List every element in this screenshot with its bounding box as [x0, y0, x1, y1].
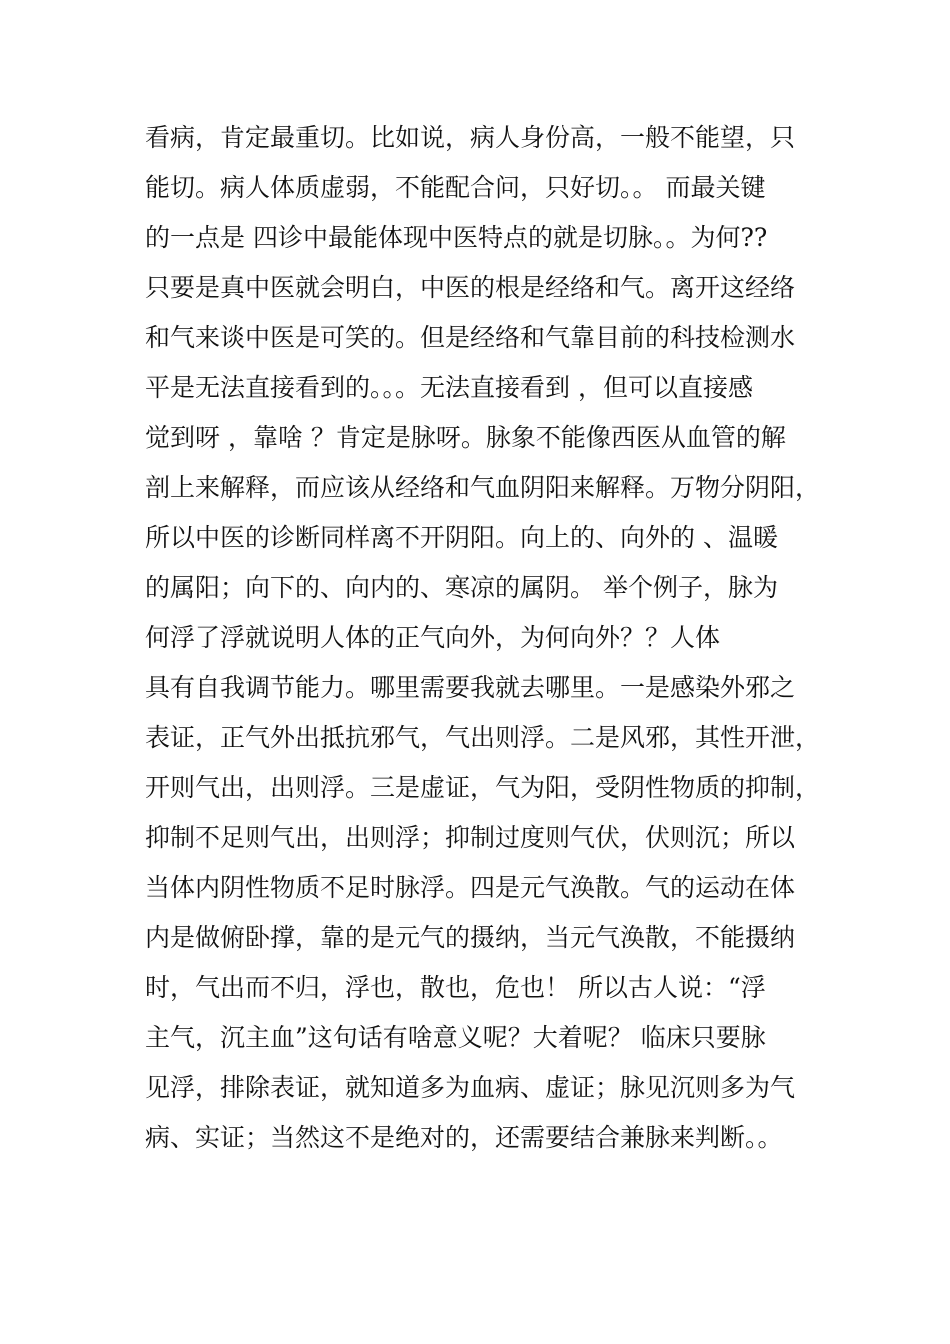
text-line: 具有自我调节能力。哪里需要我就去哪里。一是感染外邪之 — [145, 673, 796, 702]
text-line: 的一点是 四诊中最能体现中医特点的就是切脉。。为何?? — [145, 223, 768, 252]
text-line: 内是做俯卧撑，靠的是元气的摄纳，当元气涣散，不能摄纳 — [145, 923, 796, 952]
text-line: 主气，沉主血”这句话有啥意义呢？大着呢？ 临床只要脉 — [145, 1023, 766, 1052]
text-line: 只要是真中医就会明白，中医的根是经络和气。离开这经络 — [145, 273, 796, 302]
body-text — [145, 113, 825, 1163]
text-line: 时，气出而不归，浮也，散也，危也！ 所以古人说：“浮 — [145, 973, 766, 1002]
text-line: 平是无法直接看到的。。。无法直接看到 ，但可以直接感 — [145, 373, 753, 402]
text-line: 何浮了浮就说明人体的正气向外，为何向外？？人体 — [145, 623, 721, 652]
text-line: 看病，肯定最重切。比如说，病人身份高，一般不能望，只 — [145, 123, 796, 152]
text-line: 的属阳；向下的、向内的、寒凉的属阴。 举个例子，脉为 — [145, 573, 778, 602]
text-line: 能切。病人体质虚弱，不能配合问，只好切。。 而最关键 — [145, 173, 766, 202]
text-line: 抑制不足则气出，出则浮；抑制过度则气伏，伏则沉；所以 — [145, 823, 796, 852]
text-line: 和气来谈中医是可笑的。但是经络和气靠目前的科技检测水 — [145, 323, 796, 352]
text-line: 所以中医的诊断同样离不开阴阳。向上的、向外的 、温暖 — [145, 523, 778, 552]
text-line: 开则气出，出则浮。三是虚证，气为阳，受阴性物质的抑制， — [145, 773, 821, 802]
text-line: 当体内阴性物质不足时脉浮。四是元气涣散。气的运动在体 — [145, 873, 796, 902]
text-line: 见浮，排除表证，就知道多为血病、虚证；脉见沉则多为气 — [145, 1073, 796, 1102]
text-line: 病、实证；当然这不是绝对的，还需要结合兼脉来判断。。 — [145, 1123, 783, 1152]
text-line: 剖上来解释，而应该从经络和气血阴阳来解释。万物分阴阳， — [145, 473, 821, 502]
text-line: 觉到呀 ，靠啥 ？肯定是脉呀。脉象不能像西医从血管的解 — [145, 423, 786, 452]
text-line: 表证，正气外出抵抗邪气，气出则浮。二是风邪，其性开泄， — [145, 723, 821, 752]
